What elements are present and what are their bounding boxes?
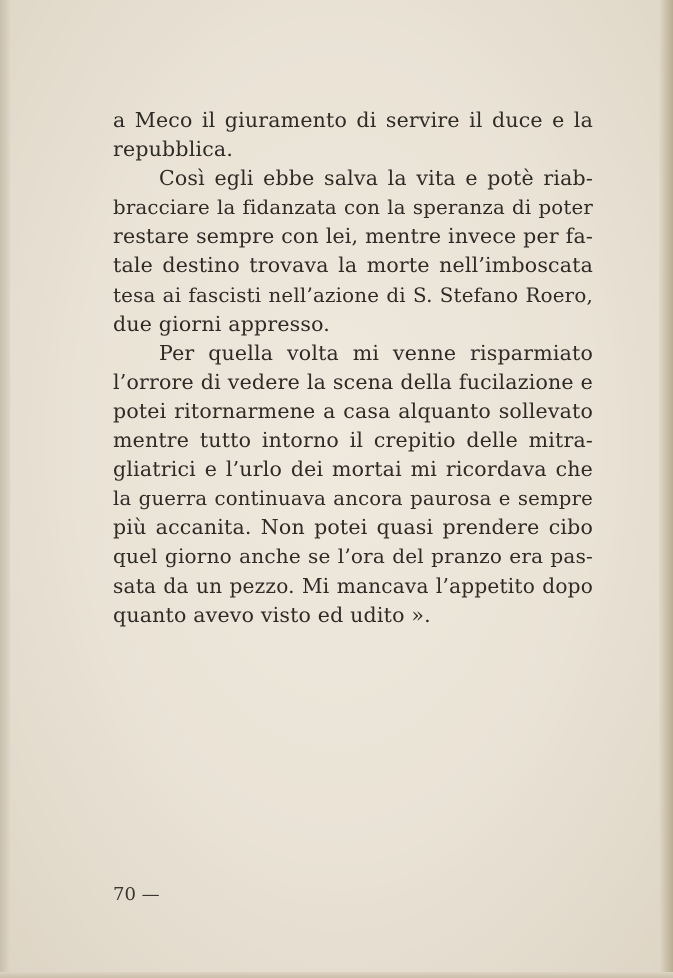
text-line: due giorni appresso. <box>113 311 331 336</box>
text-line: tesa ai fascisti nell’azione di S. Stefano Roero, <box>113 283 593 307</box>
page-number: 70 — <box>113 884 160 905</box>
text-line: gliatrici e l’urlo dei mortai mi ricordava che <box>113 457 593 482</box>
text-line: Per quella volta mi venne risparmiato <box>159 340 593 365</box>
page-edge-right <box>659 0 673 978</box>
text-line: la guerra continuava ancora paurosa e sempre <box>113 487 593 511</box>
text-line: tale destino trovava la morte nell’imboscata <box>113 253 593 278</box>
text-line: sata da un pezzo. Mi mancava l’appetito dopo <box>113 573 593 598</box>
text-line: più accanita. Non potei quasi prendere cibo <box>113 515 593 540</box>
text-line: bracciare la fidanzata con la speranza di poter <box>113 196 593 220</box>
body-text <box>113 106 593 630</box>
text-line: potei ritornarmene a casa alquanto sollevato <box>113 398 593 423</box>
text-line: a Meco il giuramento di servire il duce e la <box>113 108 593 132</box>
text-line: l’orrore di vedere la scena della fucilazione e <box>113 369 593 394</box>
text-line: quel giorno anche se l’ora del pranzo era pas- <box>113 544 593 569</box>
text-line: mentre tutto intorno il crepitio delle mitra- <box>113 428 593 453</box>
page-spine-shadow <box>0 0 10 978</box>
text-line: repubblica. <box>113 137 234 162</box>
text-line: Così egli ebbe salva la vita e potè riab- <box>159 166 593 191</box>
page-edge-bottom <box>0 972 673 978</box>
text-line: restare sempre con lei, mentre invece per fa- <box>113 224 593 249</box>
text-line: quanto avevo visto ed udito ». <box>113 602 431 627</box>
